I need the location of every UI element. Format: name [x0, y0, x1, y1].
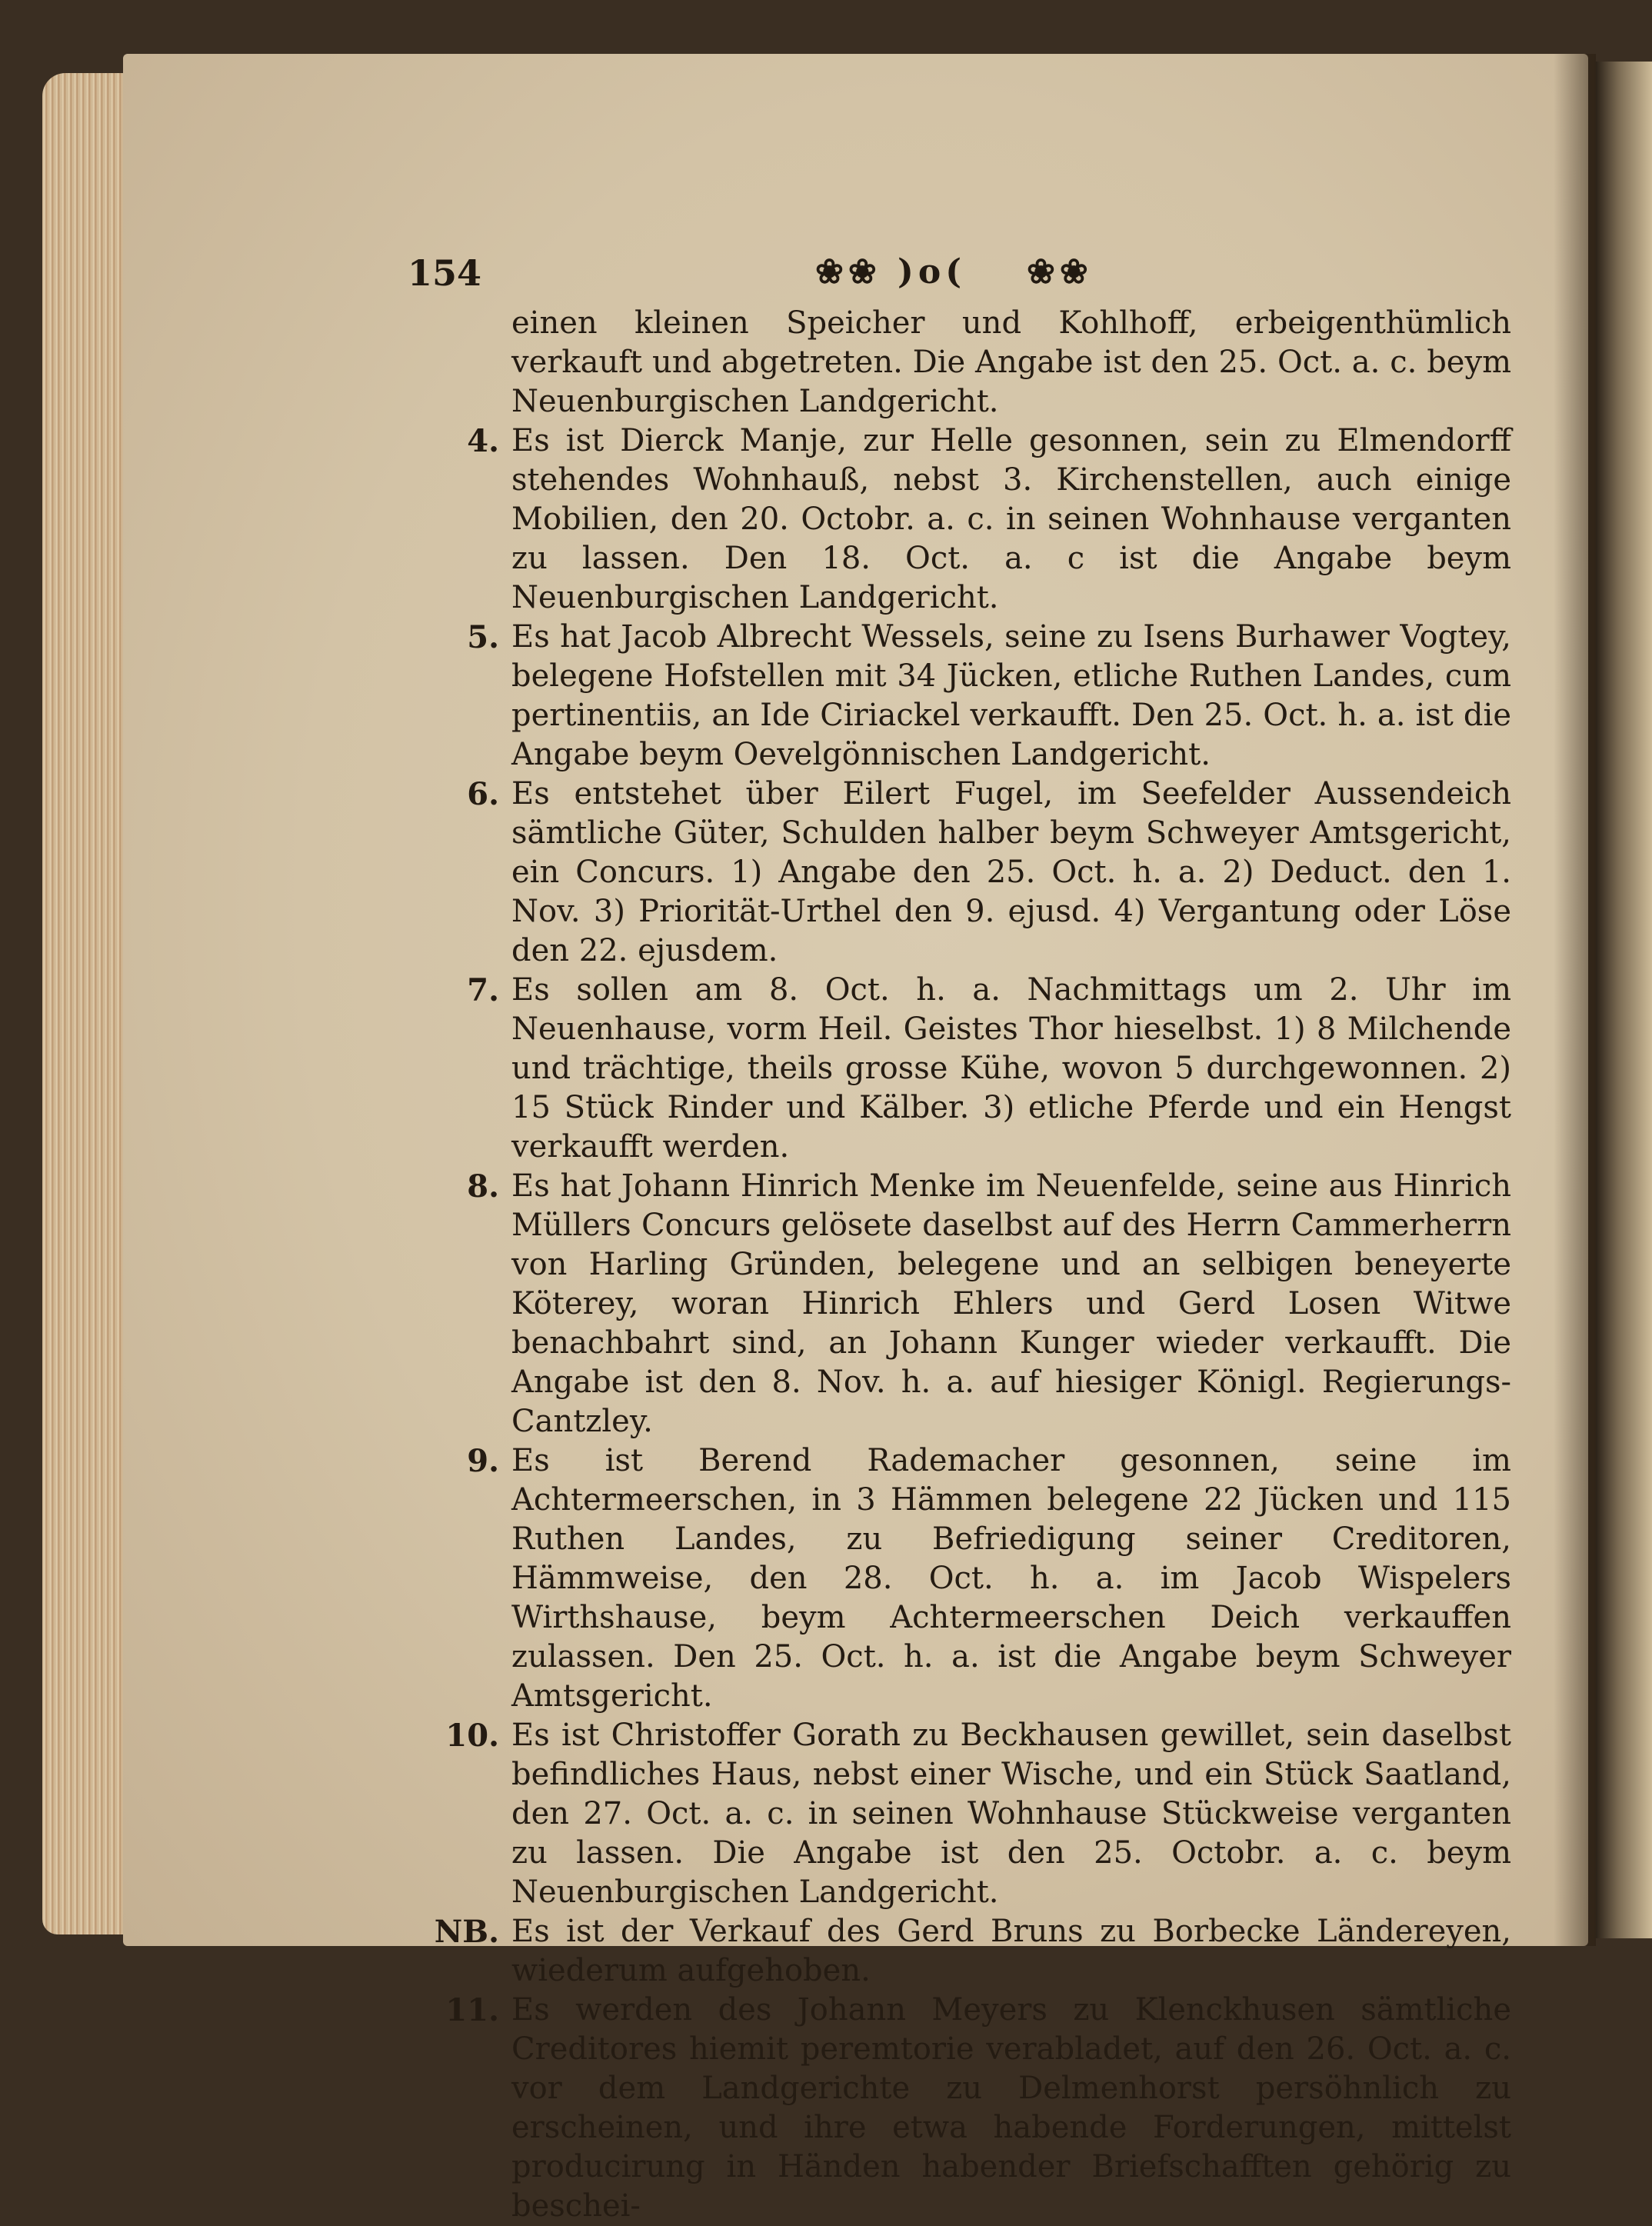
paragraph-4 — [419, 422, 1511, 618]
paragraph-number: 7. — [467, 972, 499, 1008]
paragraph-number: 10. — [445, 1718, 499, 1754]
paragraph-text: einen kleinen Speicher und Kohlhoff, erbeigenthümlich verkauft und abgetreten. Die Angabe ist den 25. Oct. a. c. beym Neuenburgischen Landgericht. — [511, 305, 1511, 419]
paragraph-7 — [419, 971, 1511, 1167]
paragraph-number: NB. — [434, 1914, 499, 1950]
paragraph-6 — [419, 775, 1511, 971]
paragraph-number: 5. — [467, 619, 499, 655]
paragraph-10 — [419, 1716, 1511, 1912]
gutter-shadow — [1554, 54, 1596, 1946]
paragraph-text: Es ist Christoffer Gorath zu Beckhausen gewillet, sein daselbst befindliches Haus, nebst einer Wische, und ein Stück Saatland, den 27. Oct. a. c. in seinen Wohnhause Stückweise verganten zu lassen. Die Angabe ist den 25. Octobr. a. c. beym Neuenburgischen Landgericht. — [511, 1718, 1511, 1910]
paragraph-continuation — [419, 304, 1511, 422]
paragraph-8 — [419, 1167, 1511, 1441]
paragraph-number: 8. — [467, 1168, 499, 1205]
page-number: 154 — [408, 252, 482, 294]
header-ornament-left: ❀❀ )o( — [815, 252, 967, 292]
paragraph-number: 9. — [467, 1443, 499, 1479]
paragraph-text: Es entstehet über Eilert Fugel, im Seefelder Aussendeich sämtliche Güter, Schulden halber beym Schweyer Amtsgericht, ein Concurs. 1) Angabe den 25. Oct. h. a. 2) Deduct. den 1. Nov. 3) Priorität-Urthel den 9. ejusd. 4) Vergantung oder Löse den 22. ejusdem. — [511, 776, 1511, 968]
paragraph-9 — [419, 1441, 1511, 1716]
paragraph-text: Es sollen am 8. Oct. h. a. Nachmittags um 2. Uhr im Neuenhause, vorm Heil. Geistes Thor hieselbst. 1) 8 Milchende und trächtige, theils grosse Kühe, wovon 5 durchgewonnen. 2) 15 Stück Rinder und Kälber. 3) etliche Pferde und ein Hengst verkaufft werden. — [511, 972, 1511, 1165]
paragraph-text: Es hat Jacob Albrecht Wessels, seine zu Isens Burhawer Vogtey, belegene Hofstellen mit 34 Jücken, etliche Ruthen Landes, cum pertinentiis, an Ide Ciriackel verkaufft. Den 25. Oct. h. a. ist die Angabe beym Oevelgönnischen Landgericht. — [511, 619, 1511, 772]
paragraph-nb — [419, 1912, 1511, 1991]
paragraph-text: Es ist Dierck Manje, zur Helle gesonnen, sein zu Elmendorff stehendes Wohnhauß, nebst 3. Kirchenstellen, auch einige Mobilien, den 20. Octobr. a. c. in seinen Wohnhause verganten zu lassen. Den 18. Oct. a. c ist die Angabe beym Neuenburgischen Landgericht. — [511, 423, 1511, 615]
paragraph-text: Es ist Berend Rademacher gesonnen, seine im Achtermeerschen, in 3 Hämmen belegene 22 Jücken und 115 Ruthen Landes, zu Befriedigung seiner Creditoren, Hämmweise, den 28. Oct. h. a. im Jacob Wispelers Wirthshause, beym Achtermeerschen Deich verkauffen zulassen. Den 25. Oct. h. a. ist die Angabe beym Schweyer Amtsgericht. — [511, 1443, 1511, 1714]
header-ornament-right: ❀❀ — [1027, 252, 1093, 292]
paragraph-number: 4. — [467, 423, 499, 459]
notice-text-block — [419, 304, 1511, 2226]
paragraph-number: 11. — [445, 1992, 499, 2028]
paragraph-5 — [419, 618, 1511, 775]
paragraph-number: 6. — [467, 776, 499, 812]
paragraph-text: Es ist der Verkauf des Gerd Bruns zu Borbecke Ländereyen, wiederum aufgehoben. — [511, 1914, 1511, 1988]
paragraph-text: Es werden des Johann Meyers zu Klenckhusen sämtliche Creditores hiemit peremtorie verabladet, auf den 26. Oct. a. c. vor dem Landgerichte zu Delmenhorst persöhnlich zu erscheinen, und ihre etwa habende Forderungen, mittelst producirung in Händen habender Briefschafften gehörig zu beschei- — [511, 1992, 1511, 2224]
paragraph-text: Es hat Johann Hinrich Menke im Neuenfelde, seine aus Hinrich Müllers Concurs gelösete daselbst auf des Herrn Cammerherrn von Harling Gründen, belegene und an selbigen beneyerte Köterey, woran Hinrich Ehlers und Gerd Losen Witwe benachbahrt sind, an Johann Kunger wieder verkaufft. Die Angabe ist den 8. Nov. h. a. auf hiesiger Königl. Regierungs-Cantzley. — [511, 1168, 1511, 1439]
paragraph-11 — [419, 1991, 1511, 2226]
facing-page-edge — [1596, 62, 1652, 1938]
